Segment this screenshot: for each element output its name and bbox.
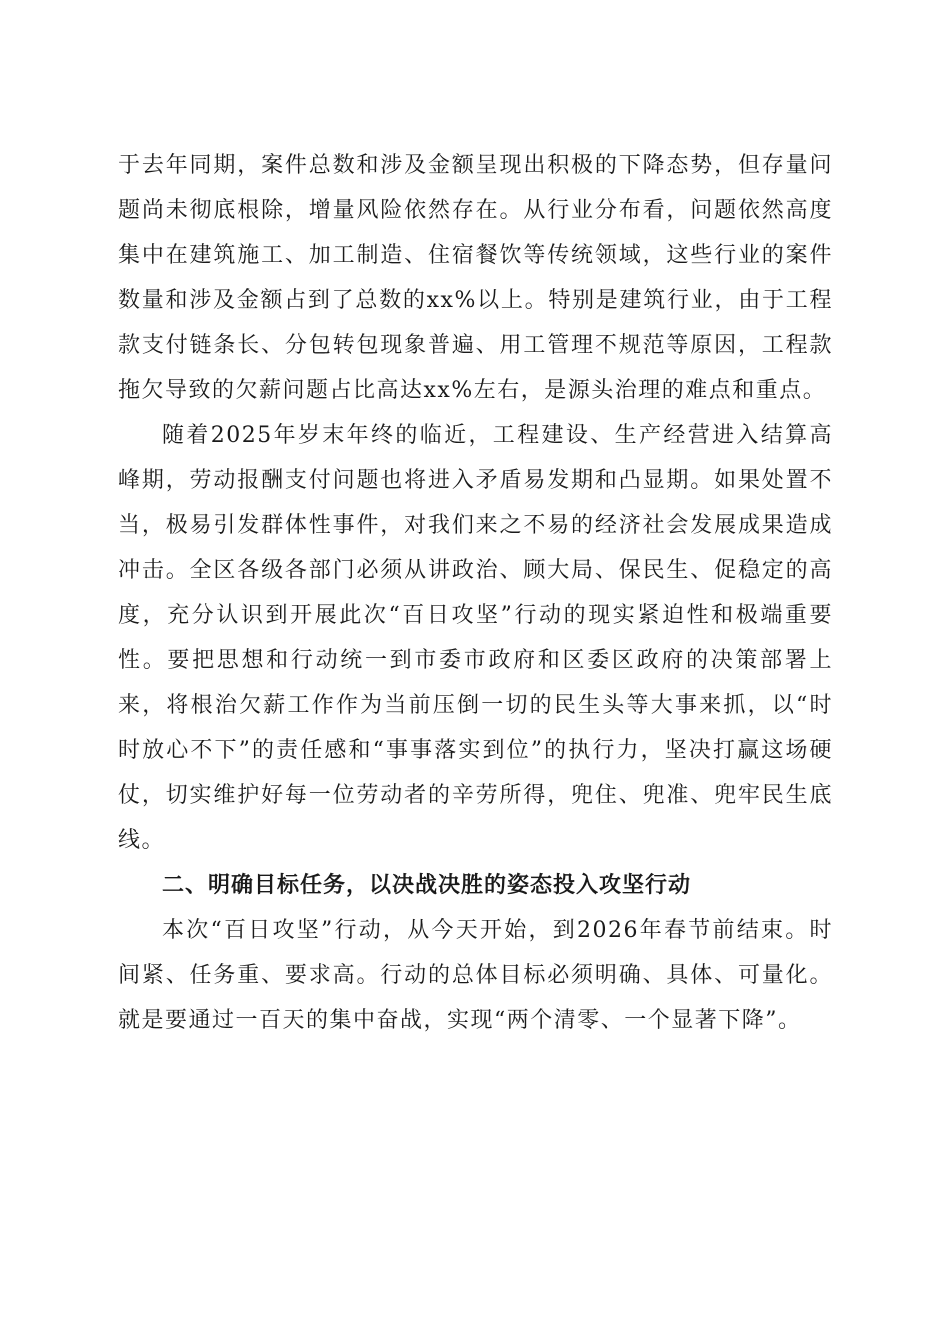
paragraph-action-goal: 本次“百日攻坚”行动，从今天开始，到2026年春节前结束。时间紧、任务重、要求高。行动的总体目标必须明确、具体、可量化。就是要通过一百天的集中奋战，实现“两个清零、一个显著下降”。 — [118, 918, 833, 1033]
section-heading: 二、明确目标任务，以决战决胜的姿态投入攻坚行动 — [162, 873, 692, 898]
paragraph-continuation: 于去年同期，案件总数和涉及金额呈现出积极的下降态势，但存量问题尚未彻底根除，增量风险依然存在。从行业分布看，问题依然高度集中在建筑施工、加工制造、住宿餐饮等传统领域，这些行业的案件数量和涉及金额占到了总数的xx%以上。特别是建筑行业，由于工程款支付链条长、分包转包现象普遍、用工管理不规范等原因，工程款拖欠导致的欠薪问题占比高达xx%左右，是源头治理的难点和重点。 — [118, 153, 833, 403]
paragraph-year-end-risk: 随着2025年岁末年终的临近，工程建设、生产经营进入结算高峰期，劳动报酬支付问题也将进入矛盾易发期和凸显期。如果处置不当，极易引发群体性事件，对我们来之不易的经济社会发展成果造成冲击。全区各级各部门必须从讲政治、顾大局、保民生、促稳定的高度，充分认识到开展此次“百日攻坚”行动的现实紧迫性和极端重要性。要把思想和行动统一到市委市政府和区委区政府的决策部署上来，将根治欠薪工作作为当前压倒一切的民生头等大事来抓，以“时时放心不下”的责任感和“事事落实到位”的执行力，坚决打赢这场硬仗，切实维护好每一位劳动者的辛劳所得，兜住、兜准、兜牢民生底线。 — [118, 423, 833, 853]
document-body — [118, 143, 833, 1043]
